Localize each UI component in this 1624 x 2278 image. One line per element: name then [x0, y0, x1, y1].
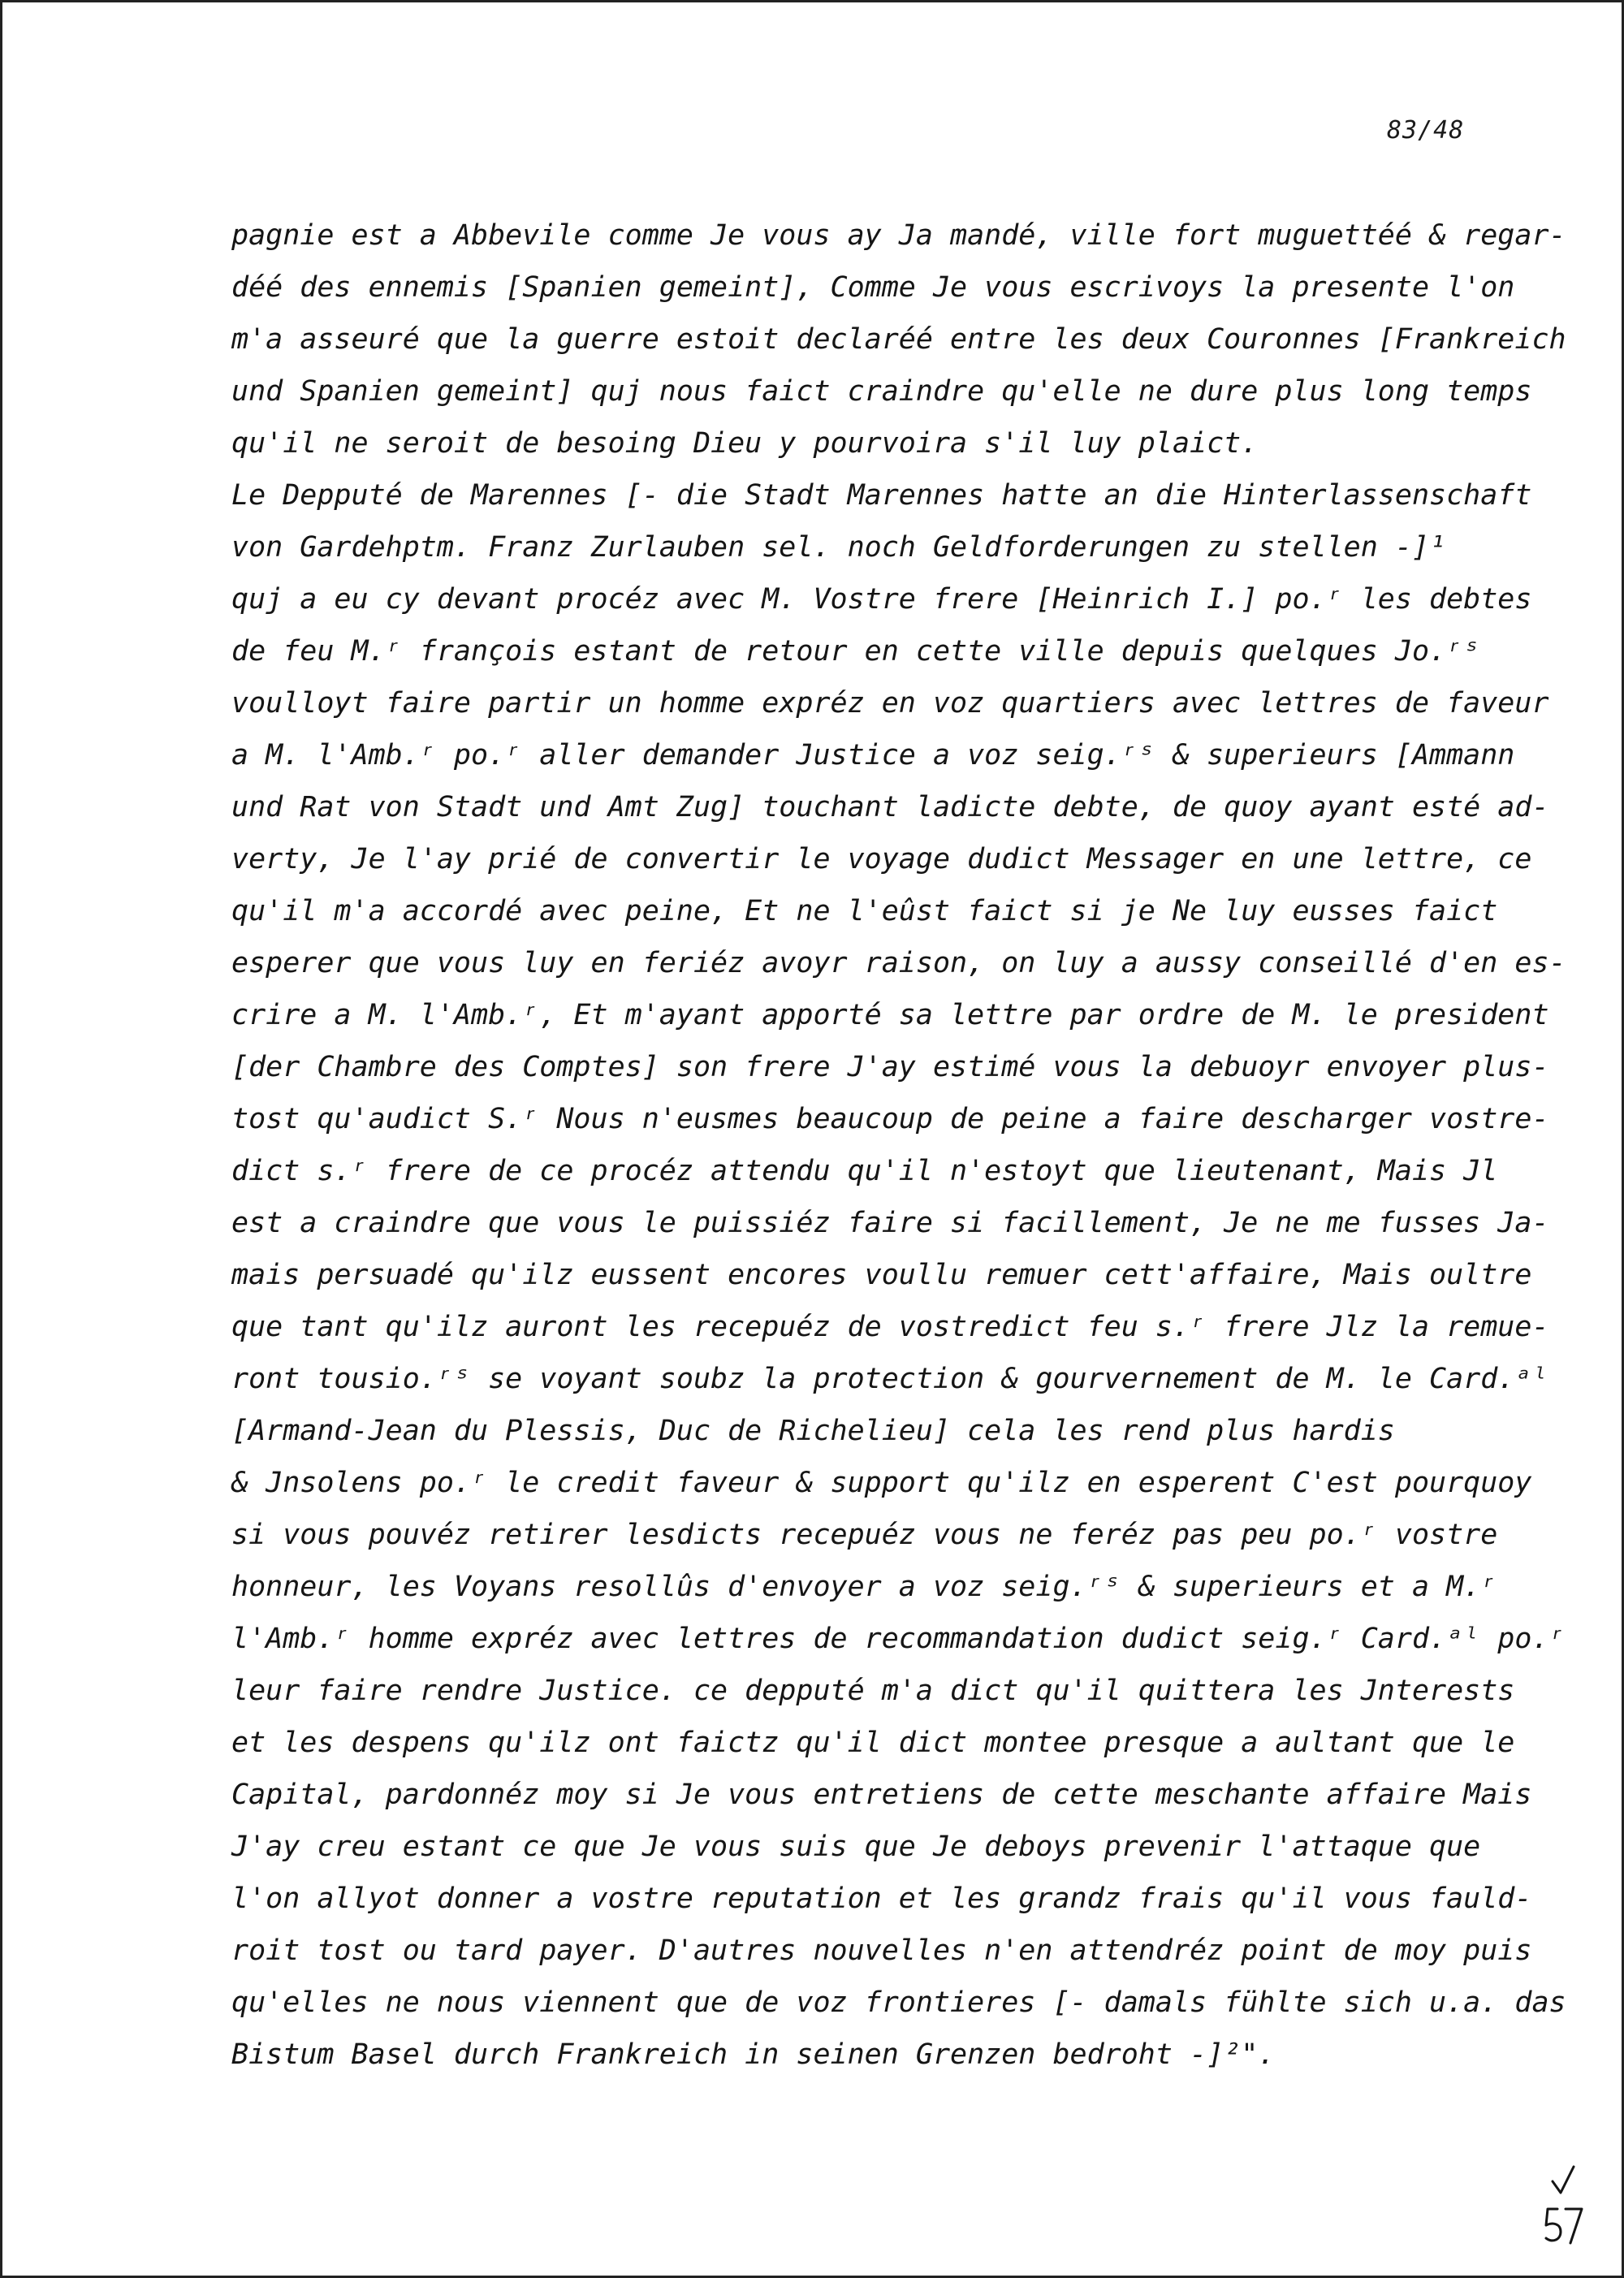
text-line [231, 729, 1531, 781]
text-line [231, 2029, 1531, 2081]
text-line-content: mais persuadé qu'ilz eussent encores voullu remuer cett'affaire, Mais oultre [231, 1259, 1532, 1291]
text-line [231, 1041, 1549, 1093]
text-line-content: honneur, les Voyans resollûs d'envoyer a voz seig.ʳˢ & superieurs et a M.ʳ [231, 1571, 1498, 1603]
text-line-content: si vous pouvéz retirer lesdicts recepuéz vous ne feréz pas peu po.ʳ vostre [231, 1519, 1498, 1551]
text-line-content: verty, Je l'ay prié de convertir le voyage dudict Messager en une lettre, ce [231, 843, 1532, 875]
text-line-content: qu'elles ne nous viennent que de voz frontieres [- damals fühlte sich u.a. das [231, 1986, 1566, 2019]
text-line [231, 989, 1549, 1041]
text-line [231, 781, 1549, 833]
text-line [231, 833, 1531, 885]
text-line-content: esperer que vous luy en feriéz avoyr raison, on luy a aussy conseillé d'en es- [231, 947, 1566, 979]
text-line [231, 1821, 1531, 1873]
text-line [231, 210, 1566, 262]
check-mark-stroke [1553, 2167, 1574, 2193]
text-line-content: [der Chambre des Comptes] son frere J'ay estimé vous la debuoyr envoyer plus- [231, 1051, 1549, 1083]
text-line [231, 1665, 1531, 1717]
text-line-content: m'a asseuré que la guerre estoit declaréé entre les deux Couronnes [Frankreich [231, 323, 1566, 356]
text-line [231, 1561, 1531, 1613]
text-line [231, 1249, 1531, 1301]
text-line-content: l'Amb.ʳ homme expréz avec lettres de recommandation dudict seig.ʳ Card.ᵃˡ po.ʳ [231, 1623, 1566, 1655]
text-line-content: leur faire rendre Justice. ce depputé m'a dict qu'il quittera les Jnterests [231, 1675, 1515, 1707]
text-line [231, 262, 1531, 313]
text-line [231, 365, 1531, 417]
text-line-content: l'on allyot donner a vostre reputation et les grandz frais qu'il vous fauld- [231, 1882, 1532, 1915]
text-line-content: voulloyt faire partir un homme expréz en voz quartiers avec lettres de faveur [231, 687, 1549, 720]
text-line-content: ront tousio.ʳˢ se voyant soubz la protection & gourvernement de M. le Card.ᵃˡ [231, 1363, 1549, 1395]
text-line [231, 625, 1531, 677]
text-line-content: qu'il ne seroit de besoing Dieu y pourvoira s'il luy plaict. [231, 427, 1259, 460]
text-line-content: [Armand-Jean du Plessis, Duc de Richelieu] cela les rend plus hardis [231, 1415, 1395, 1447]
text-line [231, 1509, 1531, 1561]
text-line [231, 937, 1566, 989]
text-line [231, 1197, 1549, 1249]
text-line-content: und Rat von Stadt und Amt Zug] touchant ladicte debte, de quoy ayant esté ad- [231, 791, 1549, 823]
text-line-content: pagnie est a Abbevile comme Je vous ay Ja mandé, ville fort muguettéé & regar- [231, 219, 1566, 252]
text-line-content: de feu M.ʳ françois estant de retour en cette ville depuis quelques Jo.ʳˢ [231, 635, 1481, 668]
text-line [231, 1613, 1566, 1665]
text-line [231, 1301, 1549, 1353]
text-line-content: Capital, pardonnéz moy si Je vous entretiens de cette meschante affaire Mais [231, 1779, 1532, 1811]
text-line-content: quj a eu cy devant procéz avec M. Vostre frere [Heinrich I.] po.ʳ les debtes [231, 583, 1532, 616]
text-line-content: & Jnsolens po.ʳ le credit faveur & support qu'ilz en esperent C'est pourquoy [231, 1467, 1532, 1499]
text-line-content: J'ay creu estant ce que Je vous suis que Je deboys prevenir l'attaque que [231, 1831, 1481, 1863]
text-line [231, 417, 1531, 469]
handwritten-five-stroke [1546, 2209, 1561, 2241]
text-line-content: dict s.ʳ frere de ce procéz attendu qu'il n'estoyt que lieutenant, Mais Jl [231, 1155, 1498, 1187]
text-line-content: qu'il m'a accordé avec peine, Et ne l'eûst faict si je Ne luy eusses faict [231, 895, 1498, 927]
text-line-content: déé des ennemis [Spanien gemeint], Comme Je vous escrivoys la presente l'on [231, 271, 1515, 304]
handwritten-seven-stroke [1566, 2209, 1582, 2243]
text-line-content: roit tost ou tard payer. D'autres nouvelles n'en attendréz point de moy puis [231, 1934, 1532, 1967]
text-line [231, 1873, 1531, 1925]
text-line [231, 1769, 1531, 1821]
text-line-content: tost qu'audict S.ʳ Nous n'eusmes beaucoup de peine a faire descharger vostre- [231, 1103, 1549, 1135]
text-line [231, 1717, 1531, 1769]
text-line [231, 313, 1566, 365]
text-line [231, 521, 1531, 573]
text-line-content: a M. l'Amb.ʳ po.ʳ aller demander Justice a voz seig.ʳˢ & superieurs [Ammann [231, 739, 1515, 772]
handwritten-margin-note [1541, 2159, 1590, 2248]
text-line [231, 469, 1531, 521]
text-line [231, 1353, 1549, 1405]
text-line [231, 1925, 1531, 1977]
text-line-content: Bistum Basel durch Frankreich in seinen Grenzen bedroht -]²". [231, 2038, 1276, 2071]
text-line-content: von Gardehptm. Franz Zurlauben sel. noch Geldforderungen zu stellen -]¹ [231, 531, 1447, 564]
text-line [231, 1977, 1566, 2029]
text-line-content: crire a M. l'Amb.ʳ, Et m'ayant apporté sa lettre par ordre de M. le president [231, 999, 1549, 1031]
page-number: 83/48 [1387, 116, 1465, 145]
text-line-content: und Spanien gemeint] quj nous faict craindre qu'elle ne dure plus long temps [231, 375, 1532, 408]
text-line [231, 573, 1531, 625]
letter-body [231, 210, 1566, 2081]
text-line [231, 1457, 1531, 1509]
text-line [231, 1405, 1531, 1457]
text-line-content: que tant qu'ilz auront les recepuéz de vostredict feu s.ʳ frere Jlz la remue- [231, 1311, 1549, 1343]
text-line [231, 1145, 1531, 1197]
text-line [231, 677, 1549, 729]
text-line [231, 885, 1531, 937]
text-line-content: est a craindre que vous le puissiéz faire si facillement, Je ne me fusses Ja- [231, 1207, 1549, 1239]
text-line [231, 1093, 1549, 1145]
text-line-content: et les despens qu'ilz ont faictz qu'il dict montee presque a aultant que le [231, 1727, 1515, 1759]
text-line-content: Le Depputé de Marennes [- die Stadt Marennes hatte an die Hinterlassenschaft [231, 479, 1532, 512]
